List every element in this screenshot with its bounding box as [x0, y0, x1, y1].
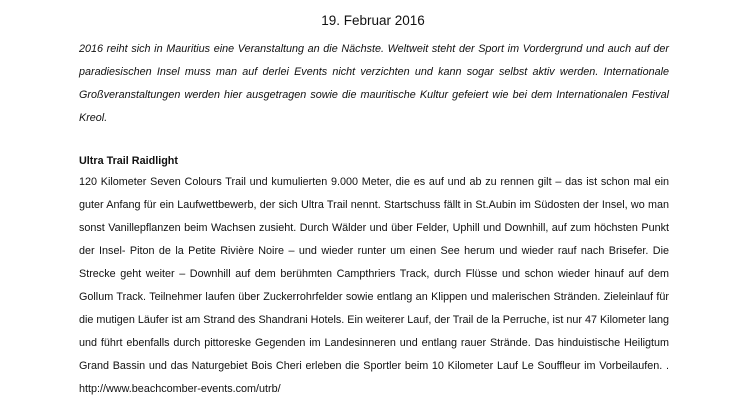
intro-paragraph: 2016 reiht sich in Mauritius eine Veranstaltung an die Nächste. Weltweit steht der Sport im Vordergrund und auch auf der paradiesischen Insel muss man auf derlei Events nicht verzichten und kann sogar selbst aktiv werden. Internationale Großveranstaltungen werden hier ausgetragen sowie die mauritische Kultur gefeiert wie bei dem Internationalen Festival Kreol. — [79, 43, 669, 124]
section-heading: Ultra Trail Raidlight — [79, 155, 178, 167]
section-body — [79, 171, 669, 401]
body-paragraph: 120 Kilometer Seven Colours Trail und kumulierten 9.000 Meter, die es auf und ab zu rennen gilt – das ist schon mal ein guter Anfang für ein Laufwettbewerb, der sich Ultra Trail nennt. Startschuss fällt in St.Aubin im Südosten der Insel, wo man sonst Vanillepflanzen beim Wachsen zusieht. Durch Wälder und über Felder, Uphill und Downhill, auf zum höchsten Punkt der Insel- Piton de la Petite Rivière Noire – und wieder runter um einen See herum und wieder rauf nach Brisefer. Die Strecke geht weiter – Downhill auf dem berühmten Campthriers Track, durch Flüsse und schon wieder hinauf auf dem Gollum Track. Teilnehmer laufen über Zuckerrohrfelder sowie entlang an Klippen und malerischen Stränden. Zieleinlauf für die mutigen Läufer ist am Strand des Shandrani Hotels. Ein weiterer Lauf, der Trail de la Perruche, ist nur 47 Kilometer lang und führt ebenfalls durch pittoreske Gegenden im Landesinneren und entlang rauer Strände. Das hinduistische Heiligtum Grand Bassin und das Naturgebiet Bois Cheri erleben die Sportler beim 10 Kilometer Lauf Le Souffleur im Vorbeilaufen. . — [79, 176, 669, 372]
event-link[interactable]: http://www.beachcomber-events.com/utrb/ — [79, 383, 281, 395]
document-date: 19. Februar 2016 — [321, 13, 425, 28]
